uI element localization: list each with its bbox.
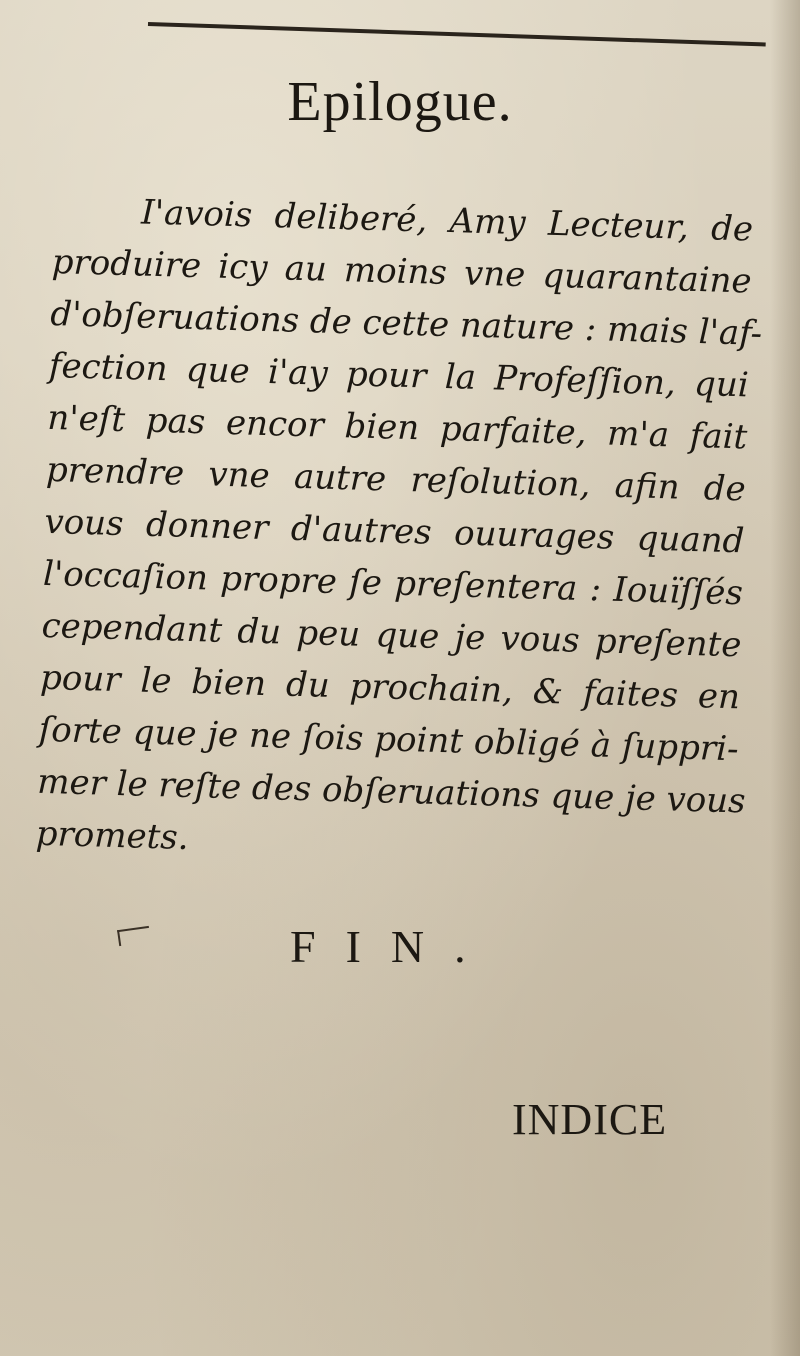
ink-mark bbox=[117, 926, 151, 946]
text-line: I'avois deliberé, Amy Lecteur, de bbox=[140, 192, 754, 250]
text-line: mer le reſte des obſeruations que je vous bbox=[36, 761, 747, 822]
text-line: cependant du peu que je vous preſente bbox=[41, 605, 742, 666]
epilogue-text bbox=[35, 184, 763, 879]
text-line: n'eſt pas encor bien parfaite, m'a fait bbox=[46, 397, 748, 458]
text-line: l'occaſion propre ſe preſentera : Iouïſſés bbox=[42, 553, 744, 614]
text-line: promets. bbox=[35, 813, 190, 859]
top-rule bbox=[148, 22, 766, 46]
text-line: ſorte que je ne ſois point obligé à ſuppri- bbox=[38, 709, 740, 770]
text-line: vous donner d'autres ouurages quand bbox=[44, 501, 745, 562]
catchword: INDICE bbox=[512, 1095, 668, 1144]
text-line: produire icy au moins vne quarantaine bbox=[51, 241, 753, 302]
fin-label: FIN. bbox=[290, 921, 496, 972]
text-line: pour le bien du prochain, & faites en bbox=[39, 657, 741, 718]
text-line: prendre vne autre reſolution, afin de bbox=[45, 449, 747, 510]
text-line: d'obſeruations de cette nature : mais l'af- bbox=[49, 293, 763, 354]
text-line: fection que i'ay pour la Profeſſion, qui bbox=[48, 345, 750, 406]
page-title: Epilogue. bbox=[287, 71, 513, 133]
